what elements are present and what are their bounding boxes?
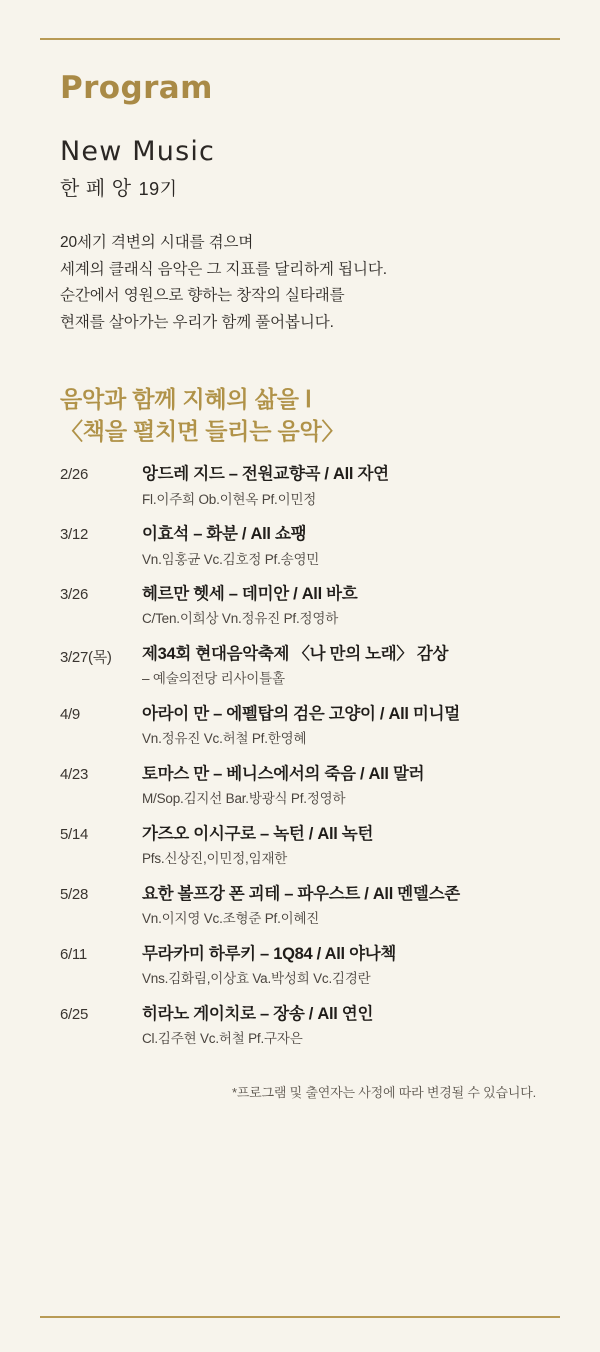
program-list — [60, 464, 540, 1048]
item-date: 5/28 — [60, 885, 88, 903]
section-heading — [60, 383, 540, 448]
item-performers: Vn.이지영 Vc.조형준 Pf.이혜진 — [142, 911, 320, 927]
item-performers: Vn.임홍균 Vc.김호정 Pf.송영민 — [142, 551, 320, 567]
list-item — [60, 464, 540, 508]
item-title: 가즈오 이시구로 – 녹턴 / All 녹턴 — [142, 824, 374, 843]
item-date: 5/14 — [60, 825, 88, 843]
list-item — [60, 764, 540, 808]
intro-line-1: 20세기 격변의 시대를 겪으며 — [60, 234, 254, 252]
ensemble-name: 한 페 앙 — [60, 178, 132, 201]
item-title: 앙드레 지드 – 전원교향곡 / All 자연 — [142, 465, 389, 484]
section-heading-line-1: 음악과 함께 지혜의 삶을 Ⅰ — [60, 385, 312, 412]
item-body — [142, 884, 540, 928]
item-body — [142, 824, 540, 868]
item-title: 헤르만 헷세 – 데미안 / All 바흐 — [142, 585, 358, 604]
intro-line-3: 순간에서 영원으로 향하는 창작의 실타래를 — [60, 287, 345, 305]
item-title: 제34회 현대음악축제 〈나 만의 노래〉 감상 — [142, 645, 449, 664]
intro-line-2: 세계의 클래식 음악은 그 지표를 달리하게 됩니다. — [60, 260, 387, 278]
list-item — [60, 704, 540, 748]
item-performers: Fl.이주희 Ob.이현옥 Pf.이민정 — [142, 491, 317, 507]
item-body — [142, 944, 540, 988]
item-date: 4/23 — [60, 766, 88, 783]
item-date: 6/25 — [60, 1005, 88, 1023]
list-item — [60, 644, 540, 688]
item-performers: M/Sop.김지선 Bar.방광식 Pf.정영하 — [142, 791, 346, 807]
section-heading-line-2: 〈책을 펼치면 들리는 음악〉 — [60, 418, 345, 445]
item-body — [142, 1004, 540, 1048]
item-body — [142, 704, 540, 748]
divider-top — [40, 38, 560, 40]
list-item — [60, 884, 540, 928]
page-content — [0, 71, 600, 1101]
item-body — [142, 764, 540, 808]
list-item — [60, 584, 540, 628]
list-item — [60, 824, 540, 868]
subtitle: New Music — [60, 136, 216, 168]
page-title: Program — [60, 70, 213, 106]
item-performers: Vn.정유진 Vc.허철 Pf.한영혜 — [142, 731, 307, 747]
item-performers: – 예술의전당 리사이틀홀 — [142, 671, 285, 687]
item-performers: Vns.김화림,이상효 Va.박성희 Vc.김경란 — [142, 971, 371, 987]
item-performers: Pfs.신상진,이민정,임재한 — [142, 851, 288, 867]
item-performers: Cl.김주현 Vc.허철 Pf.구자은 — [142, 1031, 303, 1047]
item-date: 3/12 — [60, 526, 88, 544]
intro-paragraph — [60, 230, 540, 337]
item-body — [142, 524, 540, 568]
ensemble-name-row — [60, 172, 540, 201]
item-title: 아라이 만 – 에펠탑의 검은 고양이 / All 미니멀 — [142, 705, 460, 724]
item-date: 4/9 — [60, 706, 80, 724]
list-item — [60, 524, 540, 568]
list-item — [60, 944, 540, 988]
intro-line-4: 현재를 살아가는 우리가 함께 풀어봅니다. — [60, 314, 334, 332]
divider-bottom — [40, 1316, 560, 1318]
item-title: 토마스 만 – 베니스에서의 죽음 / All 말러 — [142, 765, 425, 783]
item-title: 이효석 – 화분 / All 쇼팽 — [142, 525, 307, 544]
item-title: 히라노 게이치로 – 장송 / All 연인 — [142, 1004, 374, 1023]
item-date: 3/27(목) — [60, 649, 112, 667]
item-body — [142, 644, 540, 688]
item-body — [142, 464, 540, 508]
item-title: 무라카미 하루키 – 1Q84 / All 야나첵 — [142, 944, 396, 963]
list-item — [60, 1004, 540, 1048]
item-body — [142, 584, 540, 628]
program-page — [0, 38, 600, 1352]
item-performers: C/Ten.이희상 Vn.정유진 Pf.정영하 — [142, 611, 339, 627]
footnote: *프로그램 및 출연자는 사정에 따라 변경될 수 있습니다. — [231, 1084, 536, 1100]
item-title: 요한 볼프강 폰 괴테 – 파우스트 / All 멘델스존 — [142, 884, 460, 903]
item-date: 6/11 — [60, 945, 87, 963]
ensemble-generation: 19기 — [138, 179, 178, 200]
item-date: 2/26 — [60, 466, 88, 484]
item-date: 3/26 — [60, 586, 88, 604]
